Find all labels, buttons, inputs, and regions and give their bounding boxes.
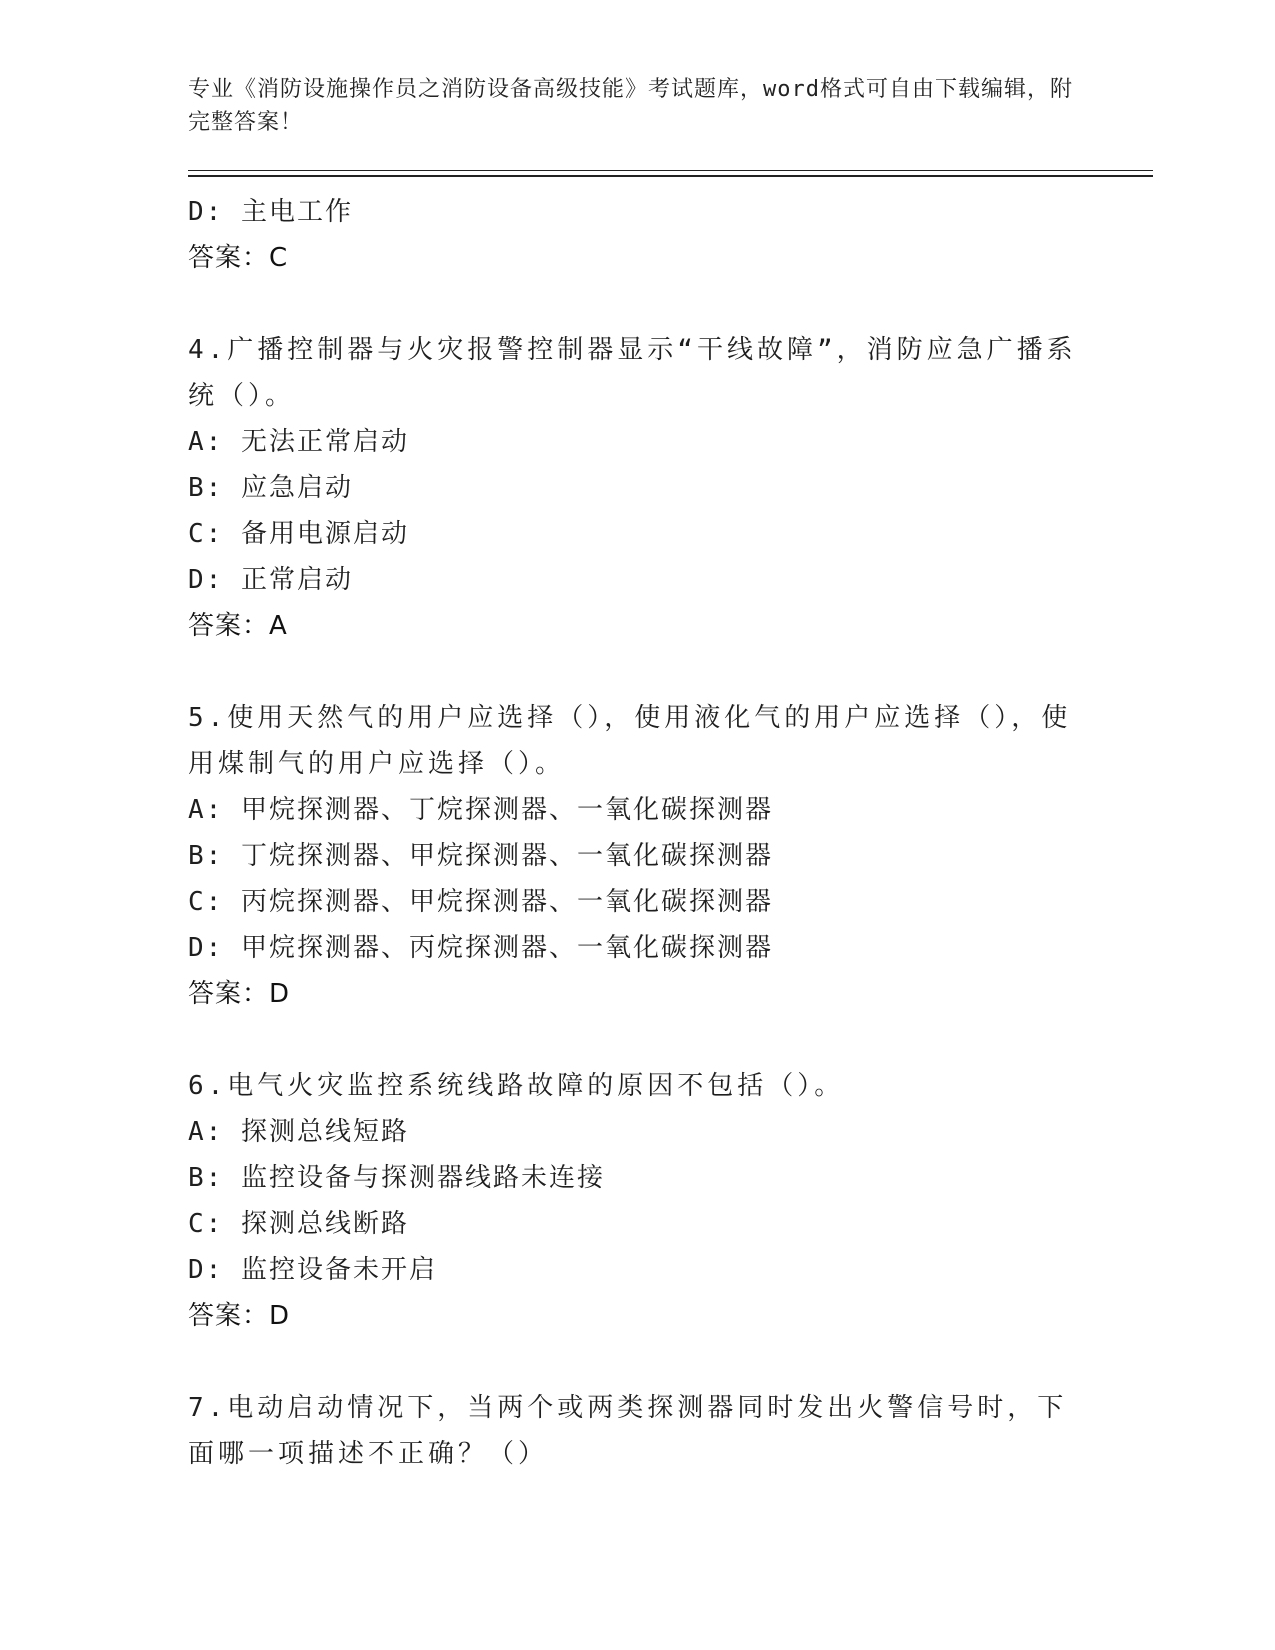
header-divider-thin (188, 170, 1153, 171)
option-b: B: 丁烷探测器、甲烷探测器、一氧化碳探测器 (188, 841, 773, 871)
question-5 (188, 695, 1088, 1017)
option-a: A: 无法正常启动 (188, 427, 409, 457)
answer-line: 答案：D (188, 979, 291, 1009)
option-c: C: 备用电源启动 (188, 519, 409, 549)
option-a: A: 探测总线短路 (188, 1117, 409, 1147)
question-list (188, 189, 1088, 1477)
question-stem: 5.使用天然气的用户应选择（），使用液化气的用户应选择（），使用煤制气的用户应选择（）。 (188, 703, 1072, 779)
question-stem: 7.电动启动情况下，当两个或两类探测器同时发出火警信号时，下面哪一项描述不正确？（） (188, 1393, 1068, 1469)
option-d: D: 正常启动 (188, 565, 353, 595)
option-c: C: 探测总线断路 (188, 1209, 409, 1239)
option-c: C: 丙烷探测器、甲烷探测器、一氧化碳探测器 (188, 887, 773, 917)
question-4 (188, 327, 1088, 649)
question-3-tail (188, 189, 1088, 281)
question-stem: 6.电气火灾监控系统线路故障的原因不包括（）。 (188, 1071, 845, 1101)
option-d: D: 甲烷探测器、丙烷探测器、一氧化碳探测器 (188, 933, 773, 963)
question-6 (188, 1063, 1088, 1339)
answer-line: 答案：D (188, 1301, 291, 1331)
question-stem: 4.广播控制器与火灾报警控制器显示“干线故障”，消防应急广播系统（）。 (188, 335, 1077, 411)
question-7 (188, 1385, 1088, 1477)
answer-line: 答案：A (188, 611, 288, 641)
header-divider-thick (188, 175, 1153, 177)
option-b: B: 应急启动 (188, 473, 353, 503)
answer-line: 答案：C (188, 243, 289, 273)
option-b: B: 监控设备与探测器线路未连接 (188, 1163, 605, 1193)
option-d: D: 主电工作 (188, 197, 353, 227)
document-header: 专业《消防设施操作员之消防设备高级技能》考试题库，word格式可自由下载编辑，附完整答案！ (188, 77, 1073, 135)
option-a: A: 甲烷探测器、丁烷探测器、一氧化碳探测器 (188, 795, 773, 825)
option-d: D: 监控设备未开启 (188, 1255, 437, 1285)
